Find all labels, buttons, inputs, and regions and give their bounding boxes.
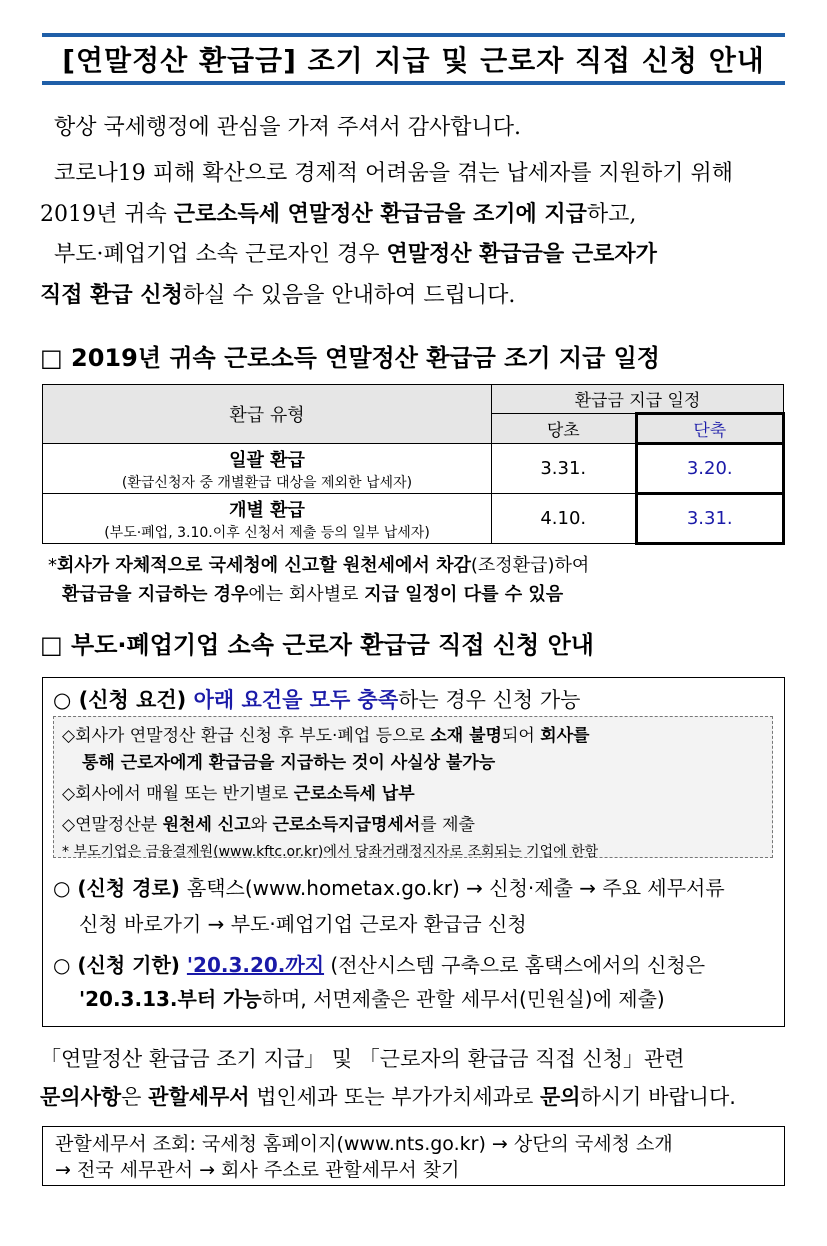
note-bold-3: 지급 일정이 다를 수 있음: [364, 584, 564, 605]
condition-row: [53, 684, 580, 714]
col-type-header: 환급 유형: [43, 385, 492, 444]
req1-c: 통해 근로자에게 환급금을 지급하는 것이 사실상 불가능: [82, 753, 496, 773]
req3-bold2: 근로소득지급명세서: [272, 815, 421, 835]
requirements-box: [53, 716, 773, 858]
closing-line-1: 「연말정산 환급금 조기 지급」 및 「근로자의 환급금 직접 신청」관련: [40, 1047, 685, 1071]
closing-paragraph: [40, 1040, 790, 1116]
req3-bold1: 원천세 신고: [162, 815, 251, 835]
lookup-line-1: 관할세무서 조회: 국세청 홈페이지(www.nts.go.kr) → 상단의 국세청 소개: [55, 1133, 673, 1155]
application-deadline: [53, 948, 778, 1016]
deadline-line2-rest: 하며, 서면제출은 관할 세무서(민원실)에 제출): [261, 987, 665, 1011]
requirement-1: [62, 723, 762, 777]
closing-a: 은: [121, 1085, 149, 1109]
requirement-note: * 부도기업은 금융결제원(www.kftc.or.kr)에서 당좌거래정지자로 조회되는 기업에 한함: [62, 844, 599, 860]
deadline-start: '20.3.13.부터 가능: [79, 987, 262, 1011]
row-desc: (부도·폐업, 3.10.이후 신청서 제출 등의 일부 납세자): [104, 524, 430, 541]
intro-paragraph-1: [40, 108, 804, 148]
note-mid: (조정환급)하여: [470, 555, 590, 576]
req1-bold: 소재 불명: [430, 726, 502, 746]
req1-a: ◇회사가 연말정산 환급 신청 후 부도·폐업 등으로: [62, 726, 431, 746]
closing-c: 하시기 바랍니다.: [580, 1085, 736, 1109]
deadline-rest: (전산시스템 구축으로 홈택스에서의 신청은: [324, 953, 706, 977]
row-shortened: 3.31.: [636, 494, 783, 544]
row-type-cell: [43, 444, 492, 494]
table-row: [43, 444, 784, 494]
row-shortened: 3.20.: [636, 444, 783, 494]
application-info-box: [42, 677, 785, 1027]
requirement-2: [62, 781, 415, 808]
tax-office-lookup-box: [42, 1126, 785, 1186]
intro-text-2b-bold: 근로소득세 연말정산 환급금을 조기에 지급: [173, 201, 587, 227]
closing-bold-1: 문의사항: [40, 1085, 122, 1109]
route-text: 홈택스(www.hometax.go.kr) → 신청·제출 → 주요 세무서류: [186, 876, 725, 900]
closing-b: 법인세과 또는 부가가치세과로: [249, 1085, 540, 1109]
application-route: [53, 870, 778, 942]
condition-label: ○ (신청 요건): [53, 688, 194, 712]
page-title: [연말정산 환급금] 조기 지급 및 근로자 직접 신청 안내: [62, 44, 765, 77]
note-mid-2: 에는 회사별로: [248, 584, 365, 605]
intro-paragraph-3: [40, 234, 790, 316]
note-bold-1: 회사가 자체적으로 국세청에 신고할 원천세에서 차감: [57, 555, 471, 576]
condition-highlight: 아래 요건을 모두 충족: [193, 688, 399, 712]
table-row: [43, 494, 784, 544]
intro-text-2b: 2019년 귀속: [40, 202, 174, 227]
row-type: 일괄 환급: [229, 449, 305, 471]
note-star: *: [48, 555, 57, 576]
route-label: ○ (신청 경로): [53, 876, 187, 900]
row-desc: (환급신청자 중 개별환급 대상을 제외한 납세자): [121, 474, 413, 491]
req2-a: ◇회사에서 매월 또는 반기별로: [62, 784, 294, 804]
deadline-date: '20.3.20.까지: [186, 953, 325, 977]
lookup-line-2: → 전국 세무관서 → 회사 주소로 관할세무서 찾기: [55, 1159, 460, 1181]
req2-bold: 근로소득세 납부: [293, 784, 415, 804]
req1-bold2: 회사를: [540, 726, 590, 746]
intro-text-3-bold1: 연말정산 환급금을 근로자가: [386, 241, 657, 267]
row-type-cell: [43, 494, 492, 544]
intro-text-2a: 코로나19 피해 확산으로 경제적 어려움을 겪는 납세자를 지원하기 위해: [54, 161, 733, 186]
req3-end: 를 제출: [420, 815, 475, 835]
deadline-label: ○ (신청 기한): [53, 953, 187, 977]
intro-text-1: 항상 국세행정에 관심을 가져 주셔서 감사합니다.: [54, 115, 522, 140]
condition-end: 하는 경우 신청 가능: [398, 688, 581, 712]
row-type: 개별 환급: [229, 499, 305, 521]
intro-text-3a: 부도·폐업기업 소속 근로자인 경우: [54, 242, 387, 267]
closing-bold-3: 문의: [539, 1085, 581, 1109]
section-2-heading: □ 부도·폐업기업 소속 근로자 환급금 직접 신청 안내: [40, 631, 594, 659]
req3-mid: 와: [250, 815, 273, 835]
req3-a: ◇연말정산분: [62, 815, 163, 835]
requirement-3: [62, 812, 475, 839]
col-shortened-header: 단축: [636, 414, 783, 444]
row-original: 3.31.: [492, 444, 637, 494]
req1-b: 되어: [501, 726, 541, 746]
title-box: [42, 33, 785, 85]
col-schedule-header: 환급금 지급 일정: [492, 385, 784, 414]
intro-text-3-end: 하실 수 있음을 안내하여 드립니다.: [182, 283, 516, 308]
route-text-2: 신청 바로가기 → 부도·폐업기업 근로자 환급금 신청: [79, 912, 527, 936]
section-1-heading: □ 2019년 귀속 근로소득 연말정산 환급금 조기 지급 일정: [40, 344, 660, 372]
closing-bold-2: 관할세무서: [148, 1085, 250, 1109]
intro-paragraph-2: [40, 154, 790, 235]
col-original-header: 당초: [492, 414, 637, 444]
schedule-note: [48, 551, 788, 609]
intro-text-3-bold2: 직접 환급 신청: [40, 282, 183, 308]
intro-text-2b-end: 하고,: [586, 202, 637, 227]
note-bold-2: 환급금을 지급하는 경우: [62, 584, 249, 605]
row-original: 4.10.: [492, 494, 637, 544]
schedule-table: [42, 384, 785, 545]
